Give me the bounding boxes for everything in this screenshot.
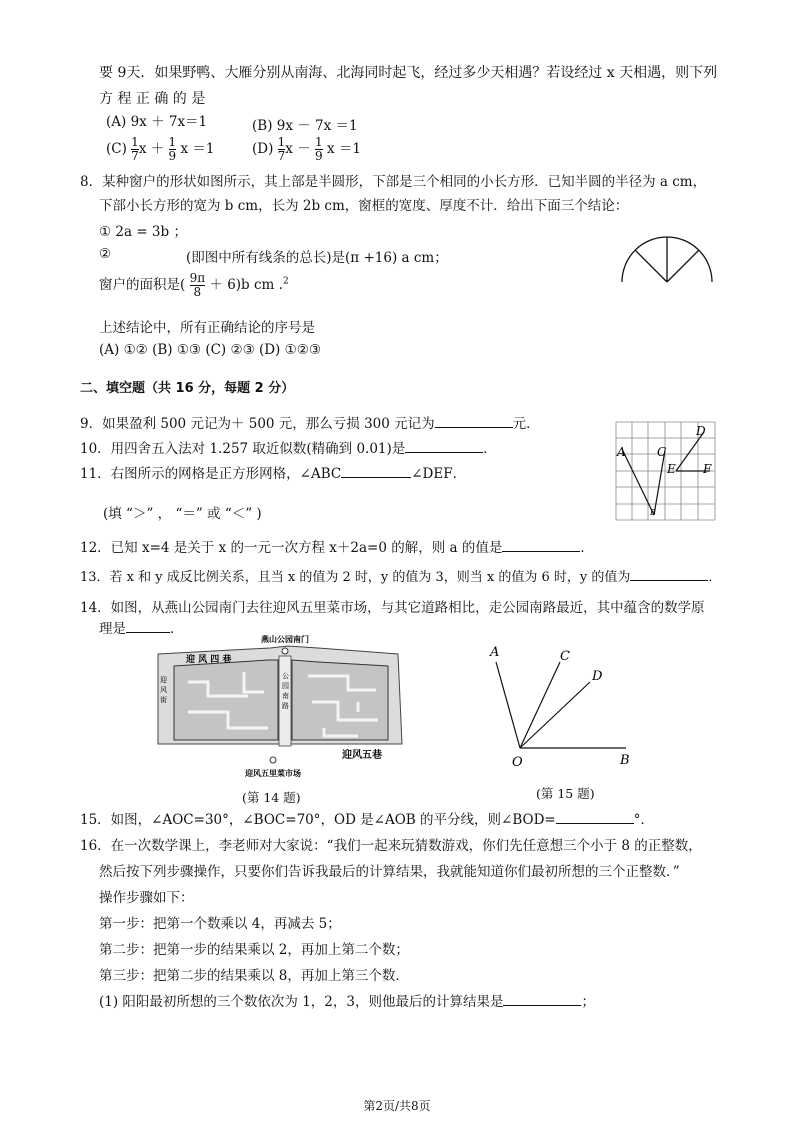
q16-step1: 第一步：把第一个数乘以 4，再减去 5； [99, 916, 341, 932]
point-a-label: A [617, 445, 626, 459]
q7-line2: 方 程 正 确 的 是 [99, 91, 206, 107]
south-road-label-1: 公 [282, 672, 289, 680]
q7-option-c: (C) $\frac{1}{7}$ x ＋ $\frac{1}{9}$ x ＝1 [106, 135, 215, 163]
angle-point-a: A [490, 645, 500, 660]
lane-5-label: 迎风五巷 [342, 750, 382, 761]
q16-line3: 操作步骤如下： [99, 890, 194, 906]
point-f-label: F [703, 462, 712, 476]
q14-answer-blank[interactable] [126, 618, 170, 633]
window-figure [618, 228, 718, 286]
q8-conclusion-2-mark: ② [99, 246, 112, 262]
right-block [292, 660, 388, 740]
market-marker [270, 757, 276, 763]
q8-question: 上述结论中，所有正确结论的序号是 [99, 320, 315, 336]
park-map-figure [148, 632, 410, 780]
q16-sub1-answer-blank[interactable] [503, 991, 581, 1006]
point-b-label: B [650, 508, 656, 517]
q7-option-b: (B) 9x － 7x ＝1 [252, 118, 358, 134]
fraction-9pi-8: $\frac{9\pi}{8}$ [189, 271, 206, 299]
q7-option-d: (D) $\frac{1}{7}$ x － $\frac{1}{9}$ x ＝1 [252, 135, 361, 163]
point-d-label: D [696, 424, 706, 438]
figure-14-caption: (第 14 题) [242, 790, 301, 805]
q8-line2: 下部小长方形的宽为 b cm，长为 2b cm，窗框的宽度、厚度不计．给出下面三个结论： [99, 198, 629, 214]
q10-answer-blank[interactable] [405, 438, 483, 453]
q14-line2: 理是 ． [99, 617, 184, 637]
angle-point-b: B [620, 753, 630, 768]
q9-answer-blank[interactable] [435, 413, 513, 428]
park-gate-marker [282, 648, 288, 654]
fraction-one-seventh: $\frac{1}{7}$ [277, 135, 286, 163]
section-title-fill-in: 二、填空题（共 16 分，每题 2 分） [80, 381, 295, 396]
window-left-radius [635, 250, 667, 282]
point-e-label: E [667, 462, 676, 476]
lane-4-label: 迎 风 四 巷 [186, 655, 232, 665]
page-footer: 第2页/共8页 [363, 1099, 431, 1113]
q16-sub1: (1) 阳阳最初所想的三个数依次为 1，2，3，则他最后的计算结果是 ； [99, 990, 595, 1010]
street-label-1: 迎 [160, 676, 167, 684]
q8-options: (A) ①② (B) ①③ (C) ②③ (D) ①②③ [99, 342, 321, 358]
q16-line1: 16．在一次数学课上，李老师对大家说：“我们一起来玩猜数游戏，你们先任意想三个小于 8 的正整数， [80, 838, 702, 854]
option-c-label: (C) [106, 141, 127, 157]
q13-answer-blank[interactable] [630, 566, 708, 581]
park-south-road [279, 656, 291, 746]
point-c-label: C [657, 445, 667, 459]
figure-15-caption: (第 15 题) [536, 786, 595, 801]
q11: 11．右图所示的网格是正方形网格，∠ABC ∠DEF． [80, 462, 466, 482]
window-right-radius [667, 250, 699, 282]
q8-conclusion-1: ① 2a = 3b ； [99, 224, 187, 240]
q15: 15．如图，∠AOC=30°，∠BOC=70°，OD 是∠AOB 的平分线，则∠BOD= °． [80, 808, 654, 828]
fraction-one-seventh: $\frac{1}{7}$ [131, 135, 139, 163]
street-label-2: 风 [160, 686, 167, 694]
q16-step3: 第三步：把第二步的结果乘以 8，再加上第三个数． [99, 968, 409, 984]
angle-point-c: C [560, 649, 570, 664]
park-gate-label: 燕山公园南门 [261, 635, 309, 644]
q8-conclusion-2: (即图中所有线条的总长)是(π +16) a cm； [186, 250, 448, 266]
south-road-label-3: 南 [282, 692, 289, 700]
fraction-one-ninth: $\frac{1}{9}$ [315, 135, 323, 163]
q11-hint: (填 “＞” ， “＝” 或 “＜” ) [103, 506, 262, 522]
q14-line1: 14．如图，从燕山公园南门去往迎风五里菜市场，与其它道路相比，走公园南路最近，其中蕴含的数学原 [80, 600, 705, 616]
angle-figure [482, 640, 642, 770]
angle-point-d: D [592, 669, 603, 684]
q15-answer-blank[interactable] [556, 809, 634, 824]
south-road-label-2: 园 [282, 682, 289, 690]
street-label-3: 街 [160, 696, 167, 704]
q9: 9．如果盈利 500 元记为＋ 500 元，那么亏损 300 元记为 元． [80, 412, 540, 432]
q16-line2: 然后按下列步骤操作，只要你们告诉我最后的计算结果，我就能知道你们最初所想的三个正整数．” [99, 864, 680, 880]
q12: 12．已知 x=4 是关于 x 的一元一次方程 x＋2a=0 的解，则 a 的值是 ． [80, 536, 594, 556]
option-d-label: (D) [252, 141, 274, 157]
market-label: 迎风五里菜市场 [245, 769, 301, 778]
q8-line1: 8．某种窗户的形状如图所示，其上部是半圆形，下部是三个相同的小长方形．已知半圆的半径为 a cm， [80, 174, 707, 190]
angle-rays [496, 662, 626, 748]
q7-line1: 要 9天．如果野鸭、大雁分别从南海、北海同时起飞，经过多少天相遇？若设经过 x 天相遇，则下列 [99, 65, 718, 81]
q7-option-a: (A) 9x ＋ 7x＝1 [106, 114, 208, 130]
q11-answer-blank[interactable] [341, 463, 411, 478]
q16-step2: 第二步：把第一步的结果乘以 2，再加上第二个数； [99, 942, 409, 958]
q8-conclusion-3: 窗户的面积是( $\frac{9\pi}{8}$ ＋ 6)b cm .$^2$ [99, 271, 289, 299]
fraction-one-ninth: $\frac{1}{9}$ [168, 135, 177, 163]
q13: 13．若 x 和 y 成反比例关系，且当 x 的值为 2 时，y 的值为 3，则当 x 的值为 6 时，y 的值为 ． [80, 566, 721, 585]
q10: 10．用四舍五入法对 1.257 取近似数(精确到 0.01)是 ． [80, 437, 497, 457]
angle-point-o: O [512, 755, 523, 770]
square-grid-figure [614, 420, 718, 522]
south-road-label-4: 路 [282, 702, 289, 710]
q12-answer-blank[interactable] [502, 537, 580, 552]
